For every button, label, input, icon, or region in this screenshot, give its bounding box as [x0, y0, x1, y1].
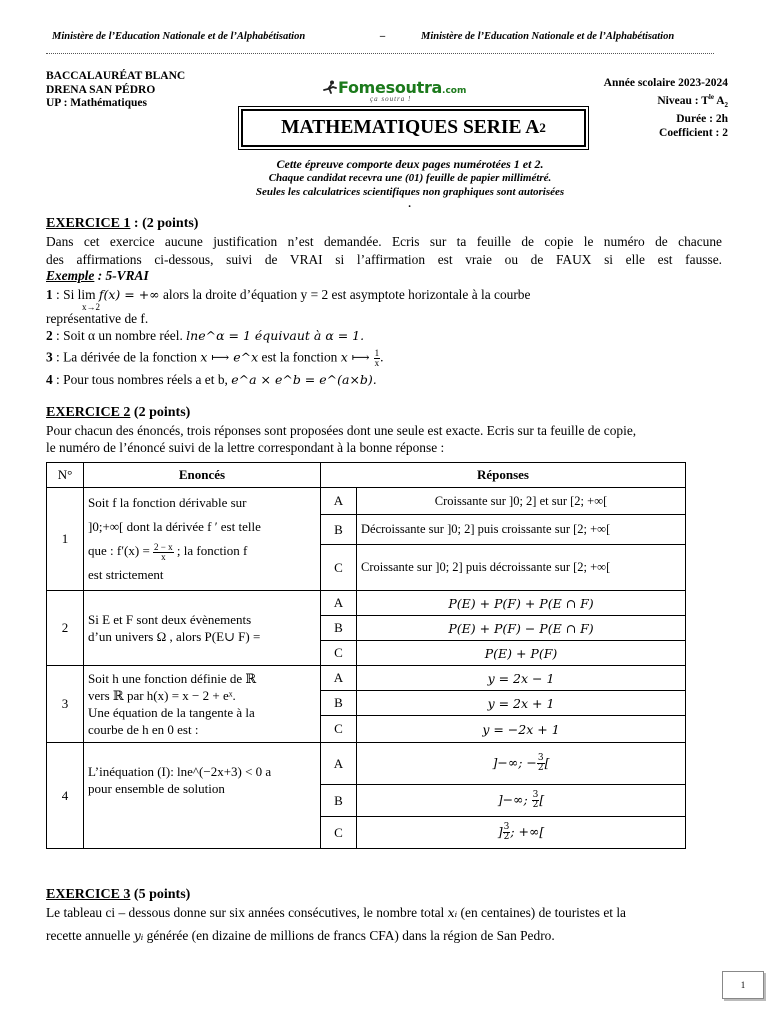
answer-letter: A — [321, 488, 357, 515]
page-title: MATHEMATIQUES SERIE A 2 — [241, 109, 586, 147]
header-number: N° — [47, 463, 84, 488]
limit-subscript: x→2 — [82, 302, 100, 312]
exercise-1-item-3: 3 : La dérivée de la fonction x ⟼ e^x est la fonction x ⟼ $\frac{1}{x}$ . — [46, 348, 384, 368]
table-row — [47, 743, 686, 785]
exercise-2-title: EXERCICE 2 (2 points) — [46, 405, 191, 420]
level: Niveau : $T^{le}$ $A_2$ — [657, 93, 728, 110]
answer-text: y = −2x + 1 — [357, 716, 686, 743]
table-row — [47, 488, 686, 515]
answer-letter: B — [321, 691, 357, 716]
answer-letter: C — [321, 641, 357, 666]
exam-info-left — [46, 70, 185, 111]
answer-text: Croissante sur ]0; 2] puis décroissante sur [2; +∞[ — [357, 545, 686, 591]
intro-line-2: Chaque candidat recevra une (01) feuille de papier millimétré. — [268, 172, 552, 184]
exam-region: DRENA SAN PÉDRO — [46, 83, 156, 96]
coefficient: Coefficient : 2 — [659, 127, 728, 140]
intro-line-3: Seules les calculatrices scientifiques non graphiques sont autorisées — [255, 186, 565, 198]
mcq-table — [46, 462, 686, 849]
exercise-2-instruction-2: le numéro de l’énoncé suivi de la lettre correspondant à la bonne réponse : — [46, 440, 445, 455]
question-3-statement: Soit h une fonction définie de ℝ vers ℝ par h(x) = x − 2 + eˣ. Une équation de la tangente à la courbe de h en 0 est : — [84, 666, 321, 743]
answer-text: y = 2x + 1 — [357, 691, 686, 716]
header-right: Ministère de l’Education Nationale et de l’Alphabétisation — [421, 31, 675, 42]
exercise-3-title: EXERCICE 3 (5 points) — [46, 887, 191, 902]
answer-letter: A — [321, 743, 357, 785]
answer-text: y = 2x − 1 — [357, 666, 686, 691]
answer-text: P(E) + P(F) — [357, 641, 686, 666]
exercise-1-instruction-1: Dans cet exercice aucune justification n’est demandée. Ecris sur ta feuille de copie le numéro de chacune — [46, 234, 722, 249]
logo-suffix: .com — [442, 86, 467, 96]
exercise-3-line-2: recette annuelle yᵢ générée (en dizaine de millions de francs CFA) dans la région de San Pedro. — [46, 928, 555, 943]
question-1-statement: Soit f la fonction dérivable sur ]0;+∞[ dont la dérivée f ′ est telle que : f′(x) = $\frac{2 - x}{x}$ ; la fonction f est strictement — [84, 488, 321, 591]
exercise-1-item-2: 2 : Soit α un nombre réel. lne^α = 1 équivaut à α = 1. — [46, 328, 365, 343]
exercise-1-item-1: 1 : Si lim f(x) = +∞ alors la droite d’équation y = 2 est asymptote horizontale à la courbe — [46, 287, 531, 302]
answer-letter: B — [321, 785, 357, 817]
duration: Durée : 2h — [676, 113, 728, 126]
question-4-statement: L’inéquation (I): lne^(−2x+3) < 0 a pour ensemble de solution — [84, 743, 321, 849]
exam-unit: UP : Mathématiques — [46, 97, 147, 109]
intro-line-1: Cette épreuve comporte deux pages numérotées 1 et 2. — [276, 157, 544, 171]
runner-icon — [322, 80, 338, 94]
header-answers: Réponses — [321, 463, 686, 488]
answer-letter: C — [321, 545, 357, 591]
answer-letter: B — [321, 515, 357, 545]
answer-text: ]−∞; $\frac{3}{2}$ [ — [357, 785, 686, 817]
exercise-1-item-4: 4 : Pour tous nombres réels a et b, e^a × e^b = e^(a×b). — [46, 372, 377, 387]
intro-line-4: . — [408, 198, 412, 210]
exercise-2-instruction-1: Pour chacun des énoncés, trois réponses sont proposées dont une seule est exacte. Ecris sur ta feuille de copie, — [46, 423, 637, 438]
exercise-3-line-1: Le tableau ci – dessous donne sur six années consécutives, le nombre total xᵢ (en centaines) de touristes et la — [46, 905, 626, 920]
answer-letter: C — [321, 716, 357, 743]
header-separator: – — [380, 31, 386, 42]
exercise-1-example: Exemple : 5-VRAI — [46, 268, 149, 283]
question-1-number: 1 — [47, 488, 84, 591]
header-divider — [46, 53, 714, 54]
answer-text: Décroissante sur ]0; 2] puis croissante sur [2; +∞[ — [357, 515, 686, 545]
header-statements: Enoncés — [84, 463, 321, 488]
answer-text: ] $\frac{3}{2}$ ; +∞[ — [357, 817, 686, 849]
exercise-1-instruction-2: des affirmations ci-dessous, suivi de VRAI si l’affirmation est vraie ou de FAUX si elle est fausse. — [46, 252, 722, 267]
table-row — [47, 591, 686, 616]
exercise-1-title: EXERCICE 1 : (2 points) — [46, 216, 199, 231]
school-year: Année scolaire 2023-2024 — [603, 77, 728, 89]
answer-letter: A — [321, 666, 357, 691]
answer-letter: C — [321, 817, 357, 849]
question-2-number: 2 — [47, 591, 84, 666]
question-4-number: 4 — [47, 743, 84, 849]
logo-tagline: ça soutra ! — [370, 95, 412, 103]
page-number: 1 — [722, 971, 764, 999]
answer-text: P(E) + P(F) − P(E ∩ F) — [357, 616, 686, 641]
answer-text: P(E) + P(F) + P(E ∩ F) — [357, 591, 686, 616]
answer-letter: B — [321, 616, 357, 641]
answer-letter: A — [321, 591, 357, 616]
exam-type: BACCALAURÉAT BLANC — [46, 70, 186, 82]
exercise-1-item-1-cont: représentative de f. — [46, 311, 149, 326]
question-3-number: 3 — [47, 666, 84, 743]
table-row — [47, 666, 686, 691]
question-2-statement: Si E et F sont deux évènements d’un univers Ω , alors P(E∪ F) = — [84, 591, 321, 666]
answer-text: ]−∞; − $\frac{3}{2}$ [ — [357, 743, 686, 785]
answer-text: Croissante sur ]0; 2] et sur [2; +∞[ — [357, 488, 686, 515]
table-header-row — [47, 463, 686, 488]
header-left: Ministère de l’Education Nationale et de l’Alphabétisation — [52, 31, 306, 42]
logo-name: Fomesoutra — [338, 78, 443, 97]
